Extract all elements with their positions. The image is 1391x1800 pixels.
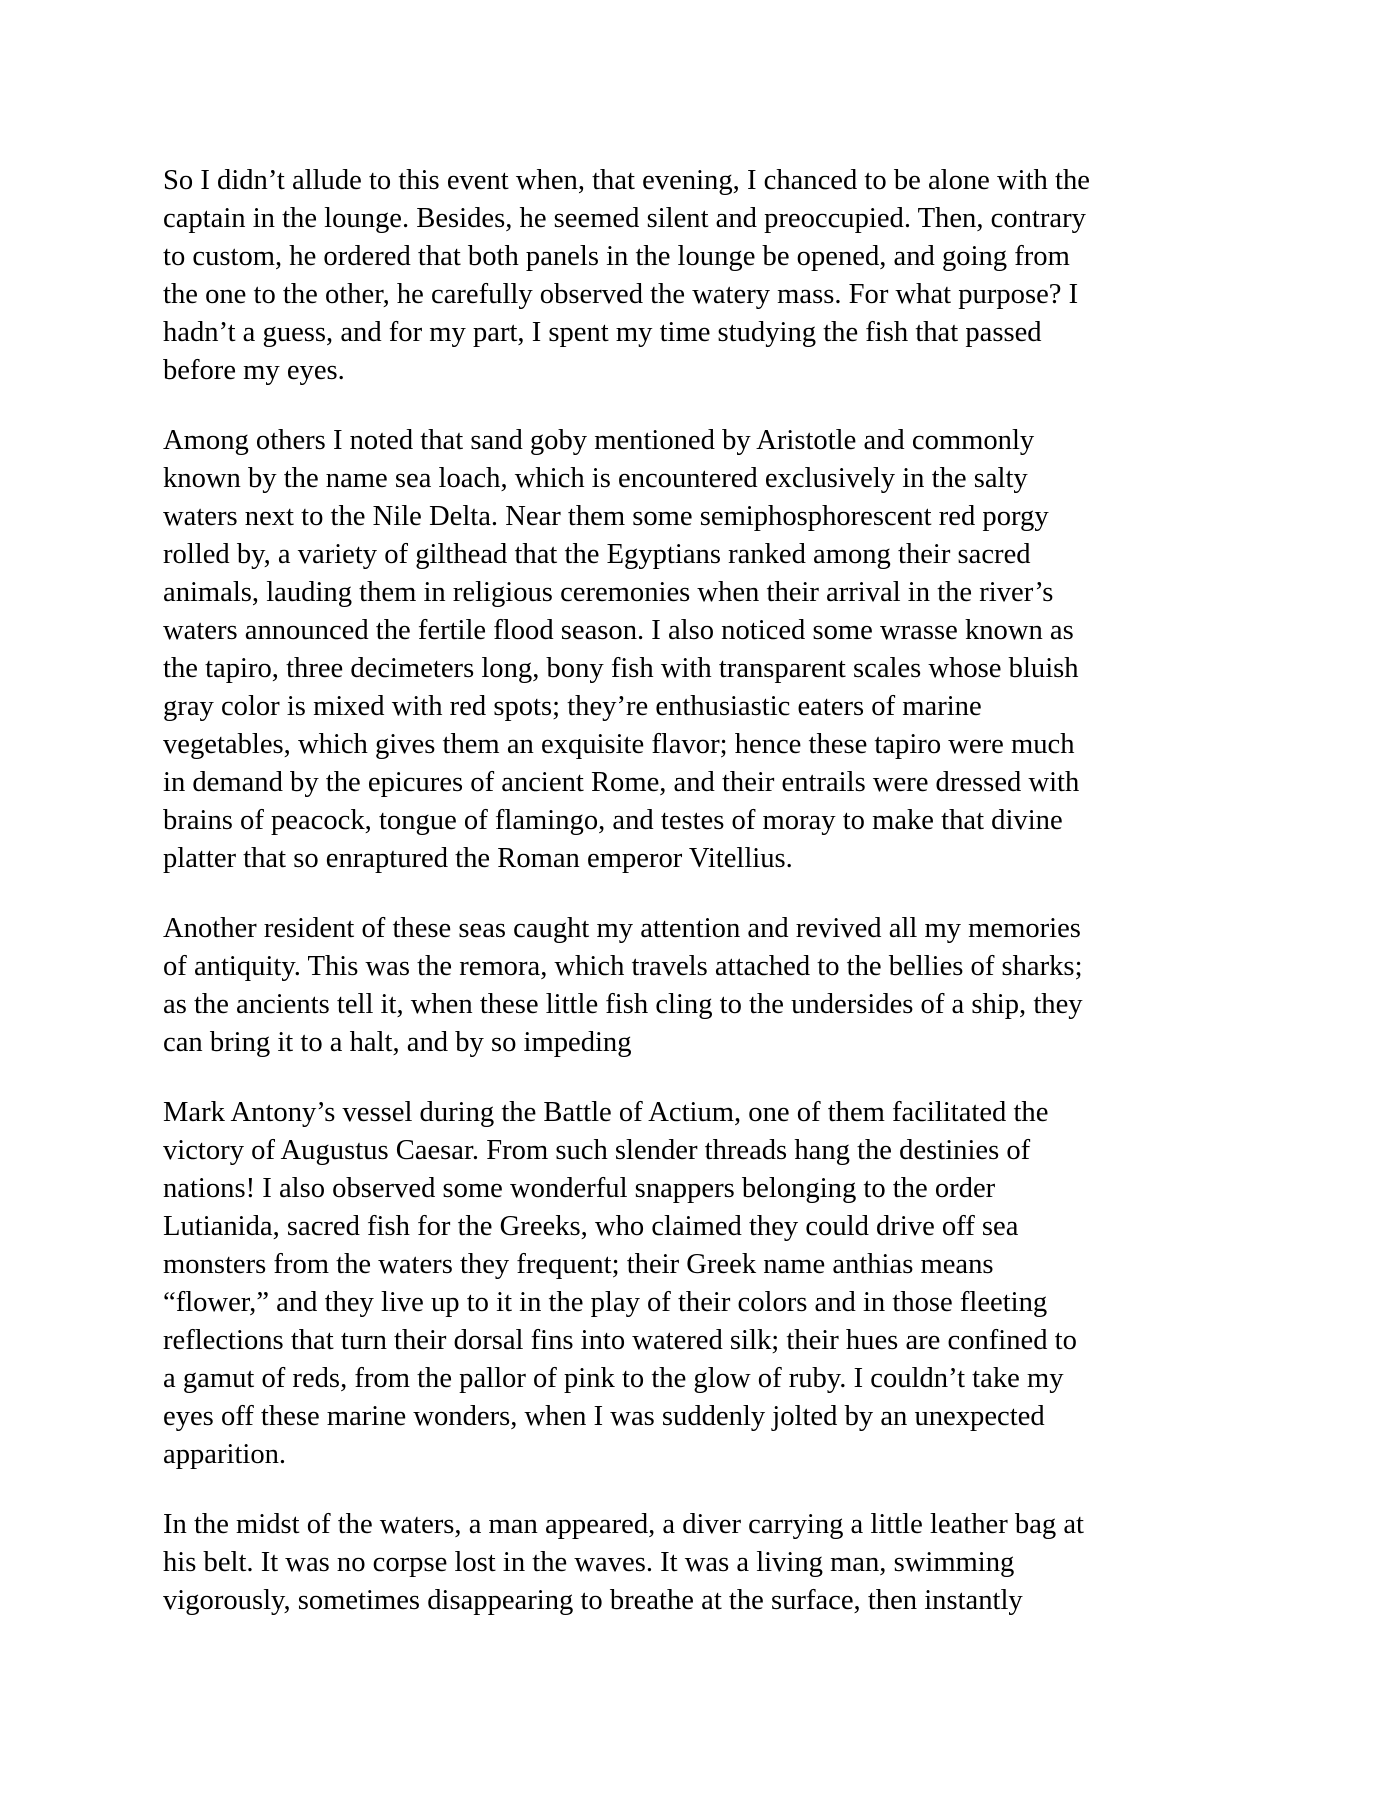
text-line: in demand by the epicures of ancient Rome, and their entrails were dressed with — [163, 767, 1080, 798]
text-line: In the midst of the waters, a man appeared, a diver carrying a little leather bag at — [163, 1509, 1084, 1540]
text-line: So I didn’t allude to this event when, that evening, I chanced to be alone with the — [163, 165, 1090, 196]
text-line: the tapiro, three decimeters long, bony fish with transparent scales whose bluish — [163, 653, 1079, 684]
text-line: waters announced the fertile flood season. I also noticed some wrasse known as — [163, 615, 1074, 646]
text-line: apparition. — [163, 1439, 287, 1470]
text-line: to custom, he ordered that both panels in the lounge be opened, and going from — [163, 241, 1070, 272]
text-line: known by the name sea loach, which is encountered exclusively in the salty — [163, 463, 1028, 494]
text-line: the one to the other, he carefully observed the watery mass. For what purpose? I — [163, 279, 1079, 310]
paragraph-4 — [163, 1094, 1243, 1474]
paragraph-2 — [163, 422, 1243, 878]
paragraph-1 — [163, 162, 1243, 390]
text-line: brains of peacock, tongue of flamingo, and testes of moray to make that divine — [163, 805, 1063, 836]
text-line: his belt. It was no corpse lost in the waves. It was a living man, swimming — [163, 1547, 1015, 1578]
text-line: Another resident of these seas caught my attention and revived all my memories — [163, 913, 1081, 944]
text-line: Among others I noted that sand goby mentioned by Aristotle and commonly — [163, 425, 1035, 456]
paragraph-5 — [163, 1506, 1243, 1620]
text-line: “flower,” and they live up to it in the play of their colors and in those fleeting — [163, 1287, 1048, 1318]
text-line: nations! I also observed some wonderful snappers belonging to the order — [163, 1173, 996, 1204]
text-line: rolled by, a variety of gilthead that the Egyptians ranked among their sacred — [163, 539, 1031, 570]
text-line: victory of Augustus Caesar. From such slender threads hang the destinies of — [163, 1135, 1031, 1166]
text-line: a gamut of reds, from the pallor of pink to the glow of ruby. I couldn’t take my — [163, 1363, 1064, 1394]
document-body — [163, 162, 1243, 1652]
text-line: Lutianida, sacred fish for the Greeks, who claimed they could drive off sea — [163, 1211, 1019, 1242]
paragraph-3 — [163, 910, 1243, 1062]
text-line: vigorously, sometimes disappearing to breathe at the surface, then instantly — [163, 1585, 1023, 1616]
text-line: captain in the lounge. Besides, he seemed silent and preoccupied. Then, contrary — [163, 203, 1086, 234]
text-line: waters next to the Nile Delta. Near them some semiphosphorescent red porgy — [163, 501, 1049, 532]
text-line: as the ancients tell it, when these little fish cling to the undersides of a ship, they — [163, 989, 1083, 1020]
text-line: can bring it to a halt, and by so impeding — [163, 1027, 632, 1058]
text-line: hadn’t a guess, and for my part, I spent my time studying the fish that passed — [163, 317, 1042, 348]
text-line: animals, lauding them in religious ceremonies when their arrival in the river’s — [163, 577, 1054, 608]
text-line: of antiquity. This was the remora, which travels attached to the bellies of sharks; — [163, 951, 1083, 982]
text-line: vegetables, which gives them an exquisite flavor; hence these tapiro were much — [163, 729, 1075, 760]
text-line: eyes off these marine wonders, when I was suddenly jolted by an unexpected — [163, 1401, 1045, 1432]
text-line: Mark Antony’s vessel during the Battle of Actium, one of them facilitated the — [163, 1097, 1049, 1128]
text-line: monsters from the waters they frequent; their Greek name anthias means — [163, 1249, 994, 1280]
text-line: reflections that turn their dorsal fins into watered silk; their hues are confined to — [163, 1325, 1077, 1356]
text-line: gray color is mixed with red spots; they’re enthusiastic eaters of marine — [163, 691, 982, 722]
text-line: platter that so enraptured the Roman emperor Vitellius. — [163, 843, 793, 874]
text-line: before my eyes. — [163, 355, 345, 386]
